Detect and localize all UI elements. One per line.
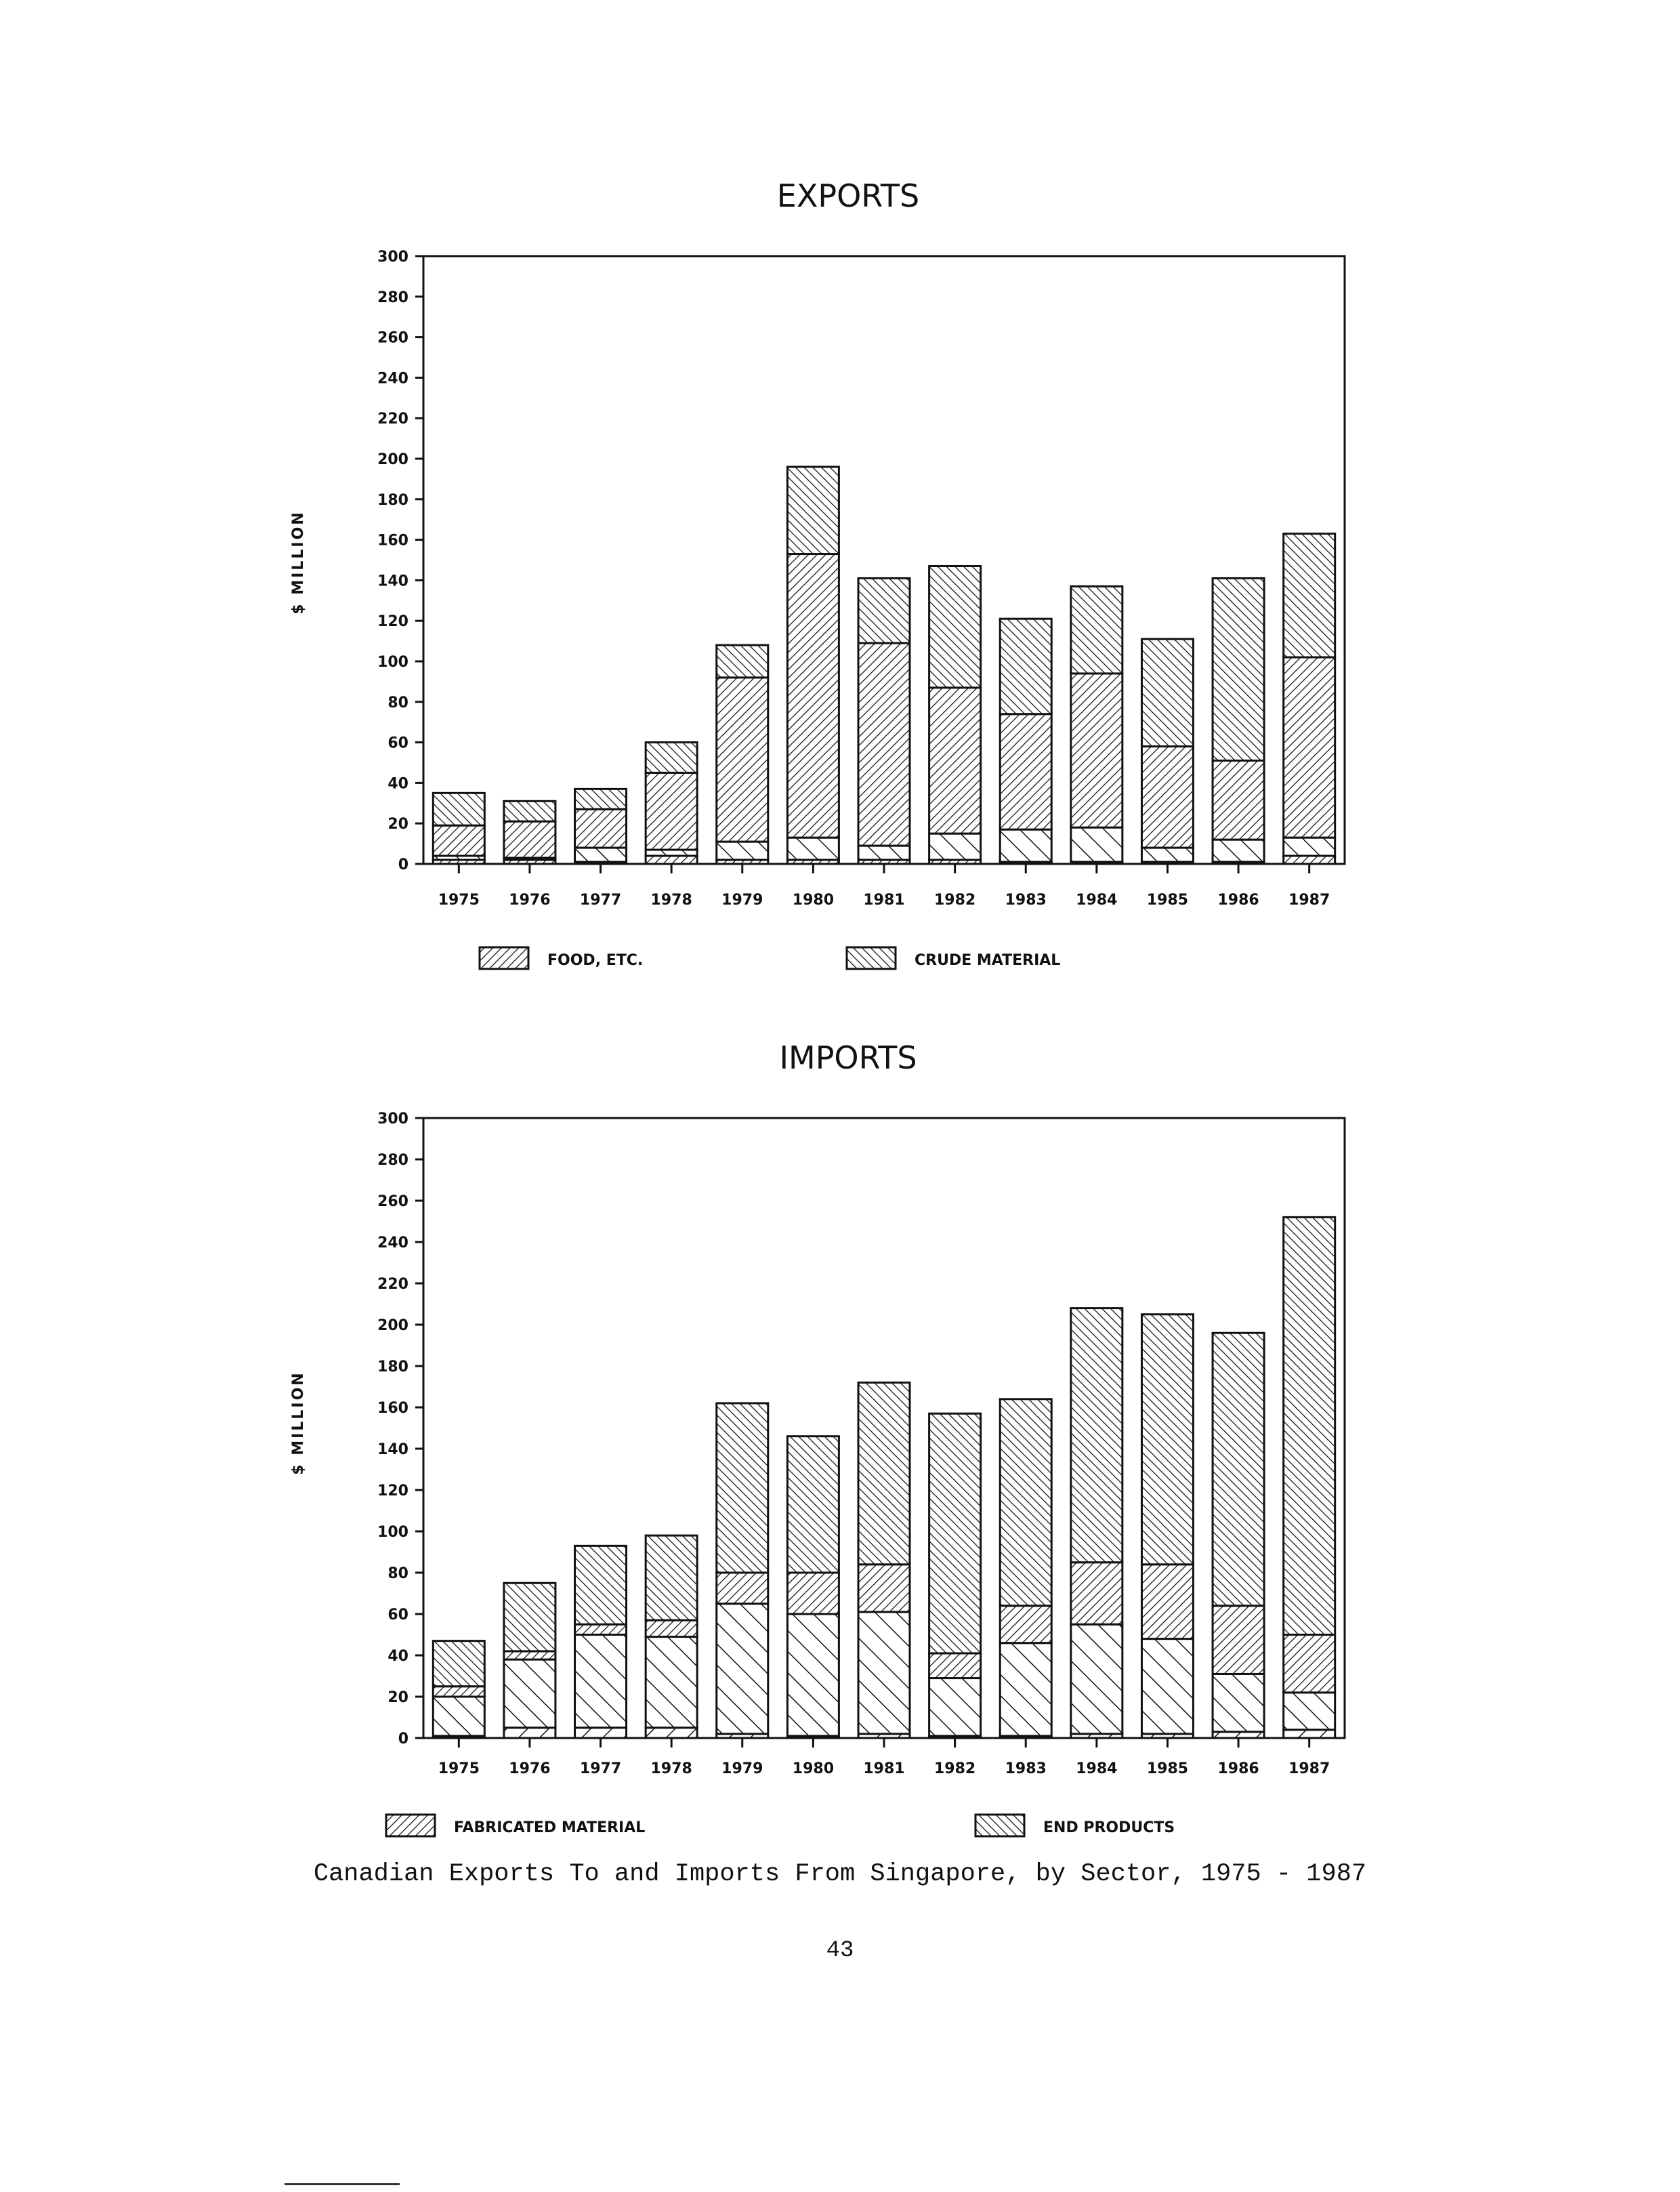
- bar-segment: [858, 578, 910, 643]
- y-tick-label: 240: [377, 1235, 408, 1252]
- y-tick-label: 260: [377, 1193, 408, 1210]
- chart-title: IMPORTS: [779, 1039, 917, 1076]
- bar-segment: [717, 645, 768, 678]
- x-tick-label: 1986: [1217, 1760, 1259, 1777]
- bar-stack-1979: [717, 645, 768, 864]
- bar-segment: [1000, 714, 1051, 829]
- bar-segment: [1000, 1399, 1051, 1606]
- bar-segment: [575, 1624, 627, 1634]
- y-tick-label: 160: [377, 1400, 408, 1417]
- bar-segment: [1284, 657, 1335, 837]
- x-tick-label: 1987: [1288, 892, 1330, 909]
- y-tick-label: 120: [377, 613, 408, 631]
- bar-segment: [1213, 1606, 1264, 1674]
- x-tick-label: 1984: [1076, 892, 1118, 909]
- imports-chart: [0, 867, 1680, 1870]
- footnote-rule: [285, 2183, 400, 2185]
- legend-swatch: [975, 1815, 1024, 1836]
- bar-segment: [1000, 619, 1051, 714]
- bar-segment: [1071, 1308, 1122, 1563]
- bar-segment: [504, 1583, 555, 1651]
- bar-stack-1984: [1071, 586, 1122, 864]
- figure-caption: Canadian Exports To and Imports From Singapore, by Sector, 1975 - 1987: [313, 1860, 1367, 1888]
- y-axis-label: $ MILLION: [290, 1371, 307, 1475]
- bar-segment: [1071, 586, 1122, 674]
- bar-stack-1975: [433, 1641, 484, 1738]
- legend-swatch: [386, 1815, 435, 1836]
- bar-stack-1981: [858, 578, 910, 864]
- bar-segment: [504, 801, 555, 821]
- bar-stack-1984: [1071, 1308, 1122, 1738]
- y-tick-label: 180: [377, 491, 408, 509]
- y-tick-label: 100: [377, 1524, 408, 1541]
- y-tick-label: 80: [387, 694, 408, 711]
- bar-segment: [504, 1659, 555, 1728]
- bar-segment: [433, 1697, 484, 1736]
- y-tick-label: 200: [377, 1317, 408, 1334]
- y-tick-label: 80: [387, 1565, 408, 1582]
- bar-segment: [1213, 761, 1264, 840]
- exports-chart: [0, 0, 1680, 1016]
- x-tick-label: 1979: [721, 892, 763, 909]
- bar-segment: [504, 1651, 555, 1659]
- x-tick-label: 1984: [1076, 1760, 1118, 1777]
- y-tick-label: 180: [377, 1359, 408, 1376]
- bar-segment: [433, 793, 484, 825]
- bar-segment: [858, 1612, 910, 1734]
- bar-segment: [717, 1604, 768, 1734]
- bar-segment: [1141, 747, 1193, 848]
- y-tick-label: 240: [377, 370, 408, 388]
- x-tick-label: 1985: [1146, 1760, 1189, 1777]
- bar-segment: [1284, 837, 1335, 856]
- bar-segment: [787, 1614, 839, 1736]
- x-tick-label: 1983: [1005, 1760, 1047, 1777]
- bar-segment: [1284, 1217, 1335, 1634]
- bar-segment: [1071, 1563, 1122, 1625]
- bar-segment: [646, 1637, 697, 1728]
- bar-segment: [787, 1573, 839, 1614]
- x-tick-label: 1975: [438, 1760, 480, 1777]
- bar-stack-1983: [1000, 619, 1051, 864]
- y-tick-label: 60: [387, 735, 408, 752]
- bar-segment: [433, 1641, 484, 1687]
- bar-segment: [1141, 639, 1193, 746]
- x-tick-label: 1982: [933, 1760, 976, 1777]
- bar-segment: [504, 821, 555, 858]
- legend-label: FABRICATED MATERIAL: [454, 1819, 646, 1836]
- bar-segment: [929, 1678, 981, 1736]
- bar-stack-1987: [1284, 534, 1335, 864]
- x-tick-label: 1978: [650, 892, 692, 909]
- bar-stack-1985: [1141, 1315, 1193, 1738]
- y-tick-label: 300: [377, 249, 408, 266]
- y-tick-label: 300: [377, 1111, 408, 1128]
- bar-segment: [858, 1565, 910, 1612]
- bar-segment: [575, 1635, 627, 1728]
- bar-segment: [1141, 1565, 1193, 1639]
- bar-stack-1982: [929, 1413, 981, 1738]
- bar-segment: [504, 1728, 555, 1738]
- x-tick-label: 1981: [863, 892, 905, 909]
- y-tick-label: 280: [377, 289, 408, 306]
- bars: [433, 1217, 1335, 1738]
- bar-segment: [646, 856, 697, 864]
- bar-stack-1975: [433, 793, 484, 864]
- bar-segment: [717, 678, 768, 842]
- bar-segment: [1071, 1624, 1122, 1734]
- x-tick-label: 1979: [721, 1760, 763, 1777]
- x-tick-label: 1975: [438, 892, 480, 909]
- x-tick-label: 1985: [1146, 892, 1189, 909]
- bar-segment: [1213, 578, 1264, 760]
- x-tick-label: 1976: [509, 892, 551, 909]
- y-axis-label: $ MILLION: [290, 510, 307, 615]
- page-number: 43: [826, 1938, 854, 1964]
- bar-segment: [433, 1687, 484, 1697]
- bar-stack-1979: [717, 1403, 768, 1738]
- bar-segment: [1284, 534, 1335, 657]
- bar-segment: [1284, 1730, 1335, 1738]
- x-tick-label: 1977: [579, 1760, 622, 1777]
- legend-item: [386, 1815, 645, 1836]
- bar-stack-1977: [575, 789, 627, 864]
- bar-segment: [858, 643, 910, 846]
- bar-segment: [1071, 827, 1122, 862]
- bar-stack-1986: [1213, 1333, 1264, 1738]
- bar-segment: [929, 833, 981, 860]
- bar-segment: [717, 842, 768, 860]
- bar-stack-1982: [929, 566, 981, 864]
- y-tick-label: 40: [387, 1648, 408, 1665]
- bar-stack-1978: [646, 1535, 697, 1738]
- bar-stack-1985: [1141, 639, 1193, 864]
- x-tick-label: 1982: [933, 892, 976, 909]
- bar-segment: [575, 1728, 627, 1738]
- bar-segment: [1141, 848, 1193, 862]
- y-tick-label: 20: [387, 1689, 408, 1706]
- legend-item: [975, 1815, 1175, 1836]
- bar-segment: [858, 846, 910, 860]
- legend-label: END PRODUCTS: [1043, 1819, 1175, 1836]
- y-tick-label: 280: [377, 1152, 408, 1169]
- legend-label: FOOD, ETC.: [547, 952, 644, 969]
- bars: [433, 467, 1335, 864]
- x-tick-label: 1978: [650, 1760, 692, 1777]
- bar-stack-1978: [646, 743, 697, 864]
- x-tick-label: 1980: [792, 892, 835, 909]
- bar-segment: [717, 1403, 768, 1573]
- bar-segment: [787, 1436, 839, 1573]
- bar-segment: [1000, 1606, 1051, 1643]
- bar-segment: [575, 1546, 627, 1624]
- y-tick-label: 260: [377, 329, 408, 347]
- bar-segment: [646, 743, 697, 773]
- chart-title: EXPORTS: [776, 178, 920, 214]
- bar-stack-1986: [1213, 578, 1264, 864]
- y-tick-label: 200: [377, 451, 408, 468]
- x-tick-label: 1980: [792, 1760, 835, 1777]
- bar-segment: [433, 825, 484, 856]
- bar-stack-1987: [1284, 1217, 1335, 1738]
- y-tick-label: 220: [377, 1276, 408, 1293]
- bar-segment: [1284, 1635, 1335, 1693]
- bar-segment: [646, 1728, 697, 1738]
- bar-segment: [717, 1573, 768, 1604]
- y-tick-label: 140: [377, 573, 408, 590]
- bar-segment: [929, 688, 981, 833]
- bar-segment: [1213, 840, 1264, 862]
- bar-segment: [1284, 1693, 1335, 1730]
- bar-segment: [929, 1653, 981, 1678]
- x-tick-label: 1986: [1217, 892, 1259, 909]
- y-tick-label: 100: [377, 654, 408, 671]
- x-tick-label: 1976: [509, 1760, 551, 1777]
- x-tick-label: 1977: [579, 892, 622, 909]
- bar-stack-1980: [787, 1436, 839, 1738]
- y-tick-label: 220: [377, 411, 408, 428]
- bar-segment: [646, 1620, 697, 1636]
- y-tick-label: 120: [377, 1483, 408, 1500]
- y-tick-label: 0: [398, 1731, 408, 1748]
- bar-segment: [1071, 674, 1122, 827]
- bar-stack-1976: [504, 801, 555, 864]
- y-tick-label: 0: [398, 856, 408, 873]
- x-tick-label: 1983: [1005, 892, 1047, 909]
- bar-stack-1977: [575, 1546, 627, 1738]
- bar-segment: [575, 789, 627, 809]
- bar-segment: [1141, 1315, 1193, 1565]
- legend-label: CRUDE MATERIAL: [915, 952, 1061, 969]
- bar-segment: [1000, 829, 1051, 862]
- bar-segment: [1284, 856, 1335, 864]
- bar-segment: [575, 848, 627, 862]
- bar-stack-1976: [504, 1583, 555, 1738]
- bar-segment: [646, 772, 697, 850]
- y-tick-label: 20: [387, 816, 408, 833]
- bar-segment: [787, 554, 839, 838]
- x-tick-label: 1981: [863, 1760, 905, 1777]
- legend: [386, 1815, 1175, 1836]
- bar-segment: [575, 809, 627, 848]
- bar-segment: [858, 1382, 910, 1564]
- y-tick-label: 40: [387, 775, 408, 793]
- y-tick-label: 60: [387, 1607, 408, 1624]
- bar-stack-1981: [858, 1382, 910, 1738]
- bar-segment: [787, 467, 839, 554]
- bar-segment: [787, 837, 839, 860]
- bar-segment: [1213, 1333, 1264, 1606]
- y-tick-label: 140: [377, 1441, 408, 1458]
- bar-segment: [646, 1535, 697, 1620]
- x-tick-label: 1987: [1288, 1760, 1330, 1777]
- y-tick-label: 160: [377, 532, 408, 550]
- bar-stack-1980: [787, 467, 839, 864]
- bar-segment: [1141, 1639, 1193, 1734]
- bar-segment: [1000, 1643, 1051, 1736]
- bar-segment: [929, 1413, 981, 1653]
- bar-segment: [929, 566, 981, 687]
- bar-segment: [1213, 1674, 1264, 1731]
- bar-stack-1983: [1000, 1399, 1051, 1738]
